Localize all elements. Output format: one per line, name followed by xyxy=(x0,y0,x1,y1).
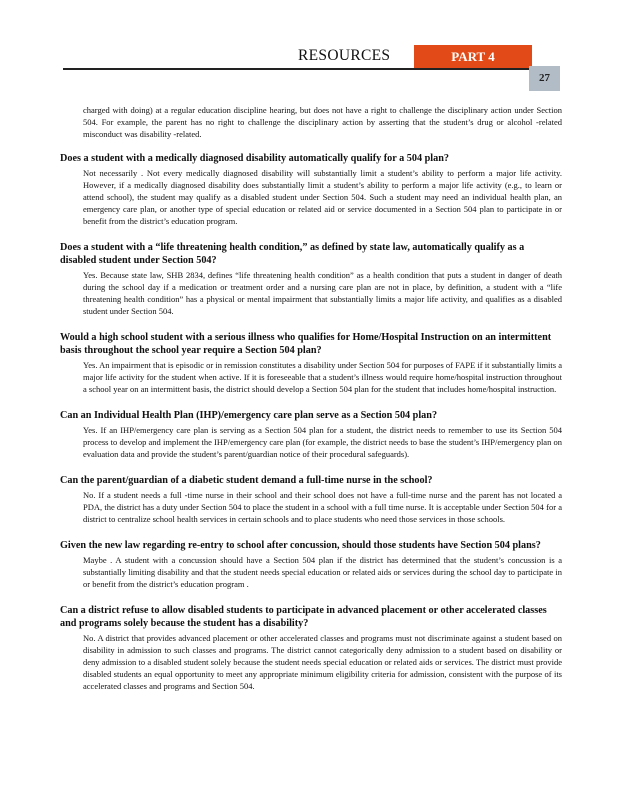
answer-paragraph: No. If a student needs a full -time nurse in their school and their school does not have a full-time nurse and the parent has not located a PDA, the district has a duty under Section 504 to place the student in a school with a full time nurse. It is acceptable under Section 504 for a district to centralize school health services in certain schools and to place students who need those services in those schools. xyxy=(83,490,562,524)
answer-paragraph: Yes. An impairment that is episodic or in remission constitutes a disability under Section 504 for purposes of FAPE if it substantially limits a major life activity for the student when active. If it is foreseeable that a student’s illness would require home/hospital instruction throughout a school year on an intermittent basis, the district should develop a Section 504 plan for the student that includes home/hospital instruction. xyxy=(83,360,562,394)
question-heading: Can the parent/guardian of a diabetic student demand a full-time nurse in the school? xyxy=(60,475,433,486)
qa-item xyxy=(60,152,562,227)
question-heading: Can an Individual Health Plan (IHP)/emergency care plan serve as a Section 504 plan? xyxy=(60,410,438,421)
header-divider xyxy=(63,68,532,70)
qa-item xyxy=(60,241,562,317)
page-header-title: RESOURCES xyxy=(298,47,391,64)
question-heading: Does a student with a “life threatening health condition,” as defined by state law, automatically qualify as a disabled student under Section 504? xyxy=(60,242,525,266)
qa-item xyxy=(60,539,562,590)
question-heading: Given the new law regarding re-entry to school after concussion, should those students have Section 504 plans? xyxy=(60,540,541,551)
answer-paragraph: No. A district that provides advanced placement or other accelerated classes and programs must not discriminate against a student based on disability in admission to such classes and programs. The district cannot categorically deny admission to a student based on disability or deny admission to a disabled student solely because the student needs special education or related aids or services. The district must provide disabled students an equal opportunity to meet any appropriate minimum eligibility criteria for admission, consistent with the purpose of its accelerated classes and programs and Section 504. xyxy=(83,633,562,691)
answer-paragraph: Yes. Because state law, SHB 2834, defines “life threatening health condition” as a health condition that puts a student in danger of death during the school day if a medication or treatment order and a nursing care plan are not in place, by definition, a student with a “life threatening health condition” has a physical or mental impairment that substantially limits a major life activity, and qualifies as a disabled student under Section 504. xyxy=(83,270,562,316)
answer-paragraph: Maybe . A student with a concussion should have a Section 504 plan if the district has determined that the student’s concussion is a substantially limiting disability and that the student needs special education or related aids or services during the school day to participate in or benefit from the district’s education program . xyxy=(83,555,562,589)
qa-item xyxy=(60,604,562,692)
question-heading: Would a high school student with a serious illness who qualifies for Home/Hospital Instruction on an intermittent basis throughout the school year require a Section 504 plan? xyxy=(60,332,552,356)
qa-item xyxy=(60,409,562,460)
page-number-badge: 27 xyxy=(529,66,560,91)
question-heading: Can a district refuse to allow disabled students to participate in advanced placement or other accelerated classes and programs solely because the student has a disability? xyxy=(60,605,547,629)
question-heading: Does a student with a medically diagnosed disability automatically qualify for a 504 plan? xyxy=(60,153,449,164)
qa-item xyxy=(60,474,562,525)
document-body xyxy=(60,104,562,692)
answer-paragraph: Yes. If an IHP/emergency care plan is serving as a Section 504 plan for a student, the district needs to remember to use its Section 504 process to develop and implement the IHP/emergency care plan (for example, the district needs to base the student’s IHP/emergency plan on evaluation data and provide the student’s parent/guardian notice of their procedural safeguards). xyxy=(83,425,562,459)
qa-item xyxy=(60,331,562,395)
answer-paragraph: Not necessarily . Not every medically diagnosed disability will substantially limit a student’s ability to perform a major life activity. However, if a medically diagnosed disability does substantially limit a student’s ability to perform a major life activity (e.g., to learn or attend school), the student may qualify as a disabled student under Section 504. Such a student may need an individual health plan, an emergency care plan, or another type of special education or related aid or service documented in a Section 504 plan to participate in or benefit from the district’s education program. xyxy=(83,168,562,226)
part-badge: PART 4 xyxy=(414,45,532,68)
intro-paragraph: charged with doing) at a regular education discipline hearing, but does not have a right to challenge the disciplinary action under Section 504. For example, the parent has no right to challenge the disciplinary action by asserting that the student’s drug or alcohol -related misconduct was disability -related. xyxy=(83,105,562,139)
